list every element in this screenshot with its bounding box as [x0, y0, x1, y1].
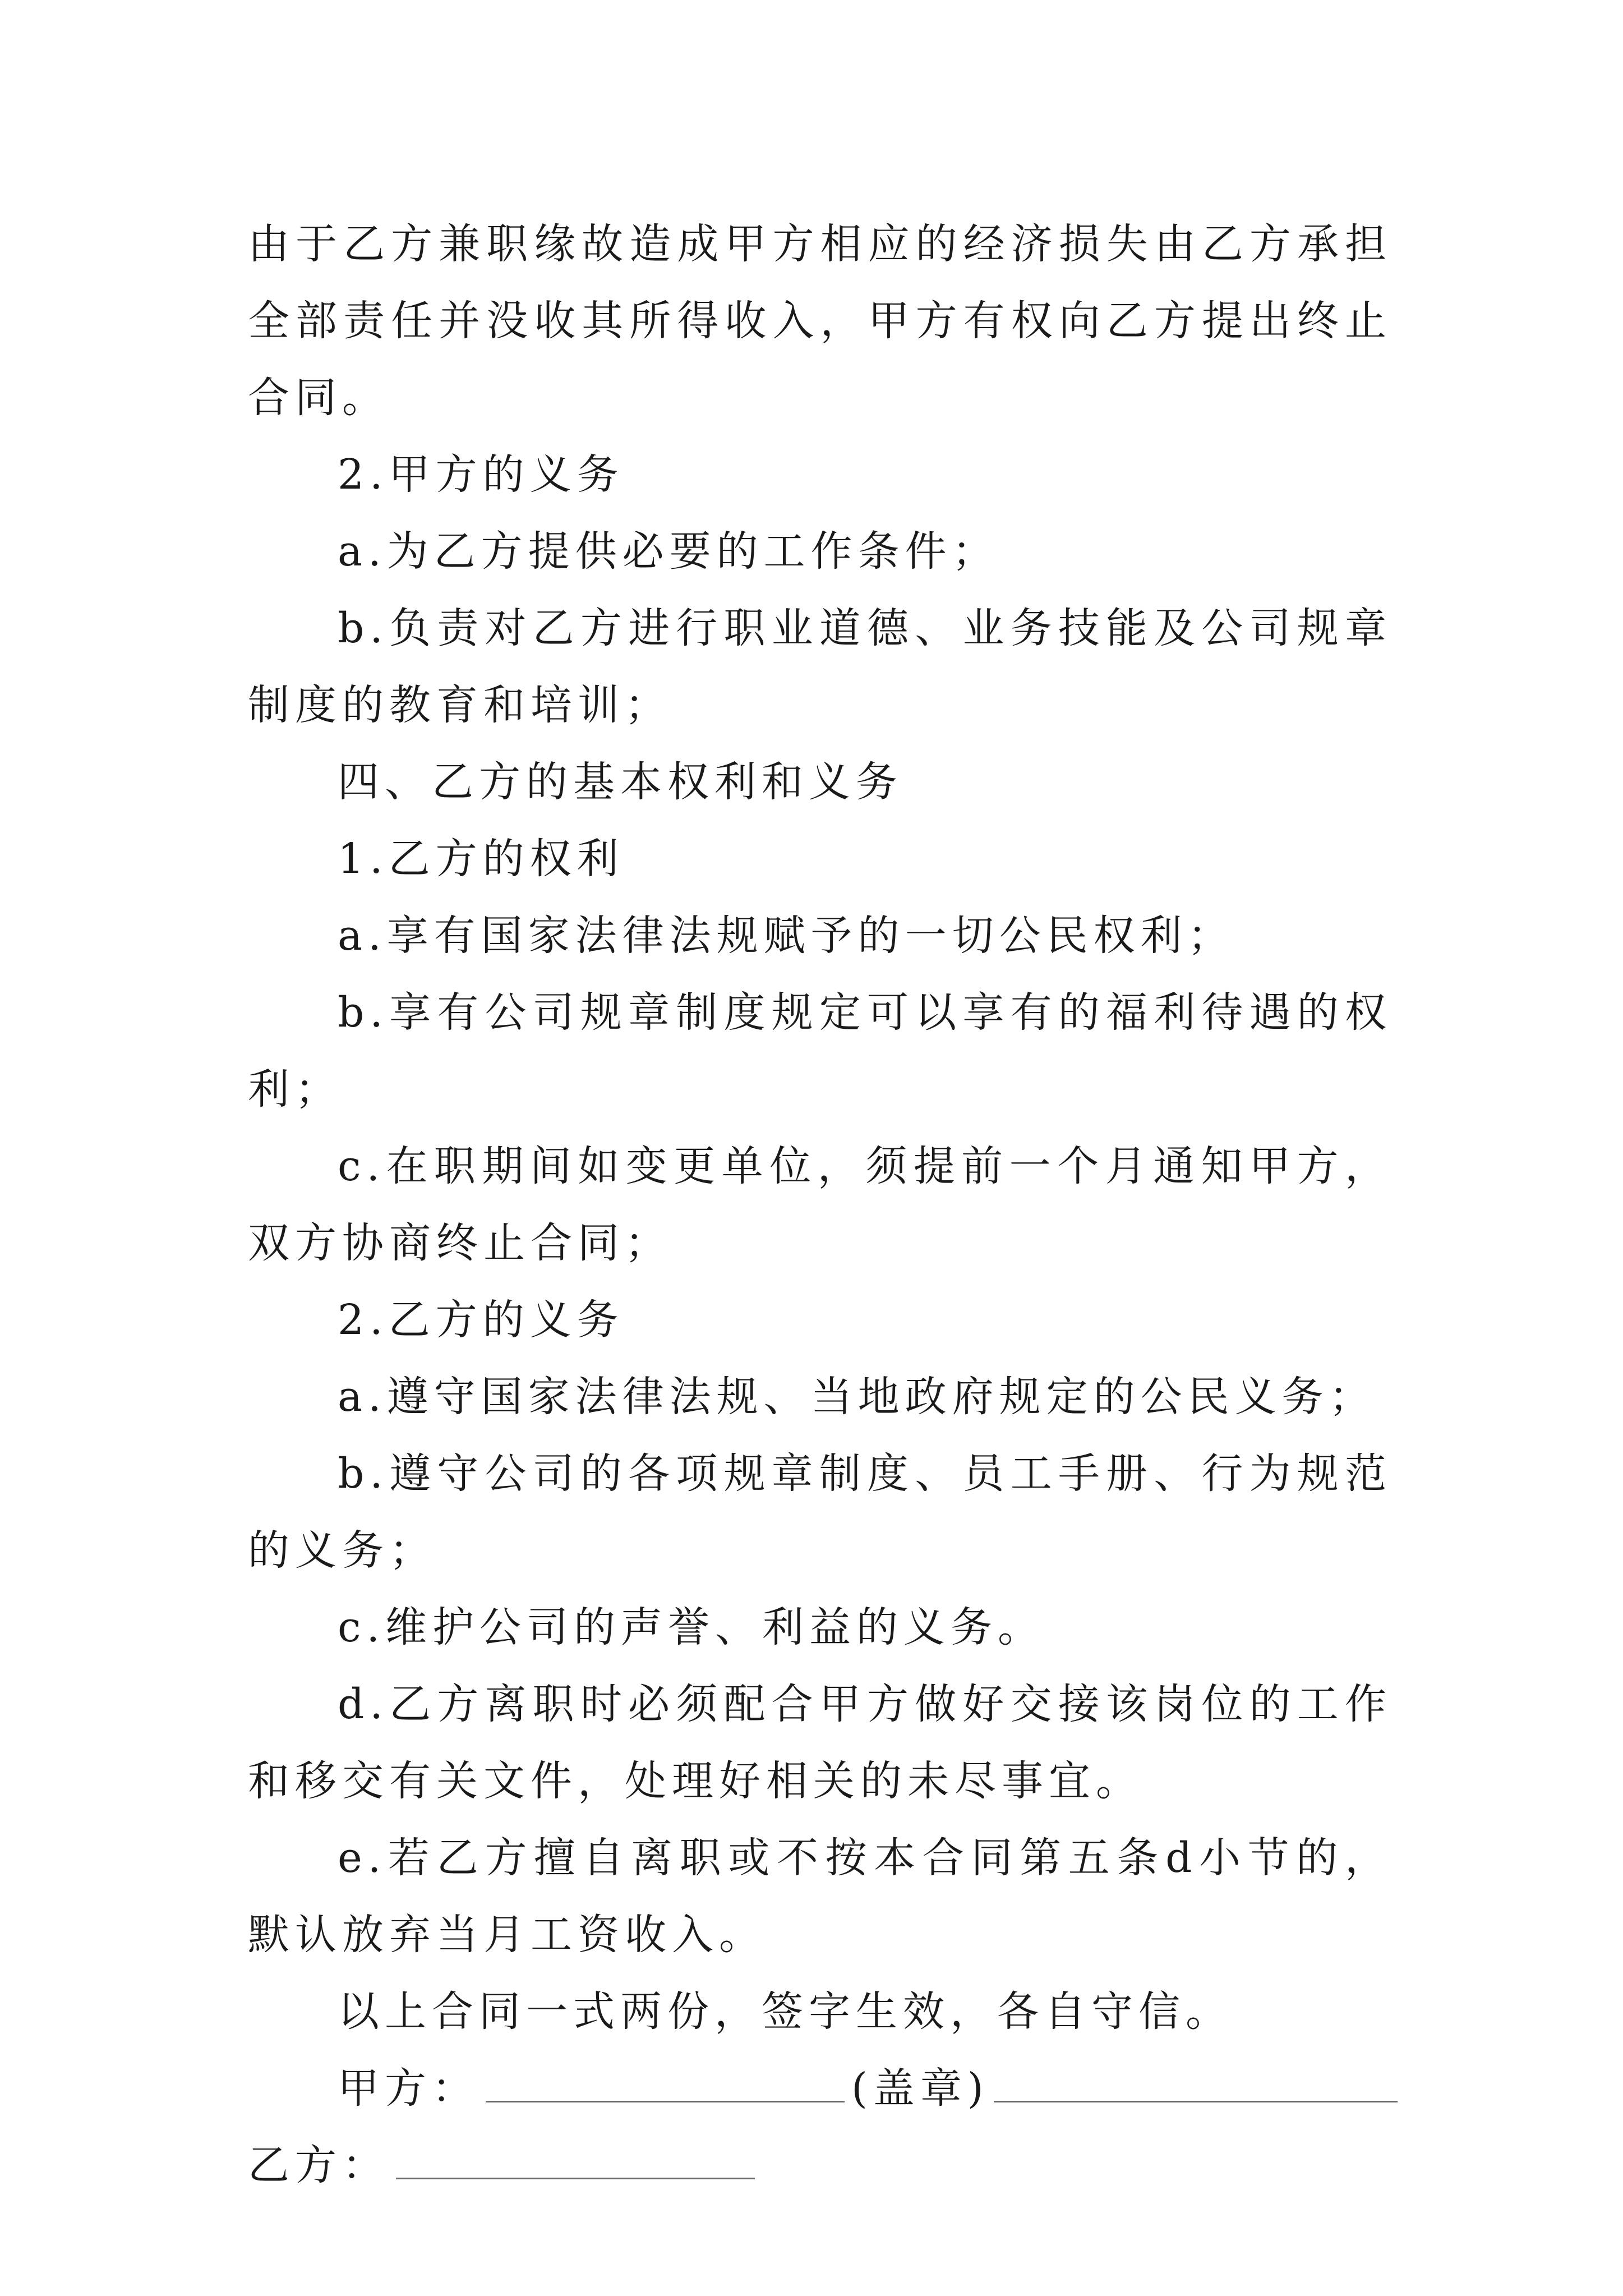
party-b-signature-line	[248, 2127, 1392, 2204]
clause-a-work-conditions: a.为乙方提供必要的工作条件；	[338, 527, 999, 576]
heading-party-b-obligations: 2.乙方的义务	[338, 1296, 624, 1344]
heading-party-a-obligations: 2.甲方的义务	[338, 450, 624, 499]
party-b-signature-blank[interactable]	[396, 2136, 755, 2179]
clause-c-notice: c.在职期间如变更单位，须提前一个月通知甲方，双方协商终止合同；	[248, 1142, 1392, 1267]
seal-label: (盖章)	[851, 2064, 989, 2113]
seal-blank[interactable]	[994, 2059, 1398, 2102]
clause-b-company-rules: b.遵守公司的各项规章制度、员工手册、行为规范的义务；	[248, 1450, 1392, 1575]
clause-c-reputation: c.维护公司的声誉、利益的义务。	[338, 1603, 1045, 1651]
document-body	[248, 206, 1392, 2204]
section-heading-party-b-rights-obligations: 四、乙方的基本权利和义务	[338, 758, 903, 806]
party-b-label: 乙方：	[248, 2141, 389, 2189]
clause-b-training: b.负责对乙方进行职业道德、业务技能及公司规章制度的教育和培训；	[248, 604, 1392, 729]
clause-e-resignation: e.若乙方擅自离职或不按本合同第五条d小节的，默认放弃当月工资收入。	[248, 1834, 1392, 1959]
party-a-label: 甲方：	[338, 2064, 479, 2113]
party-a-signature-blank[interactable]	[486, 2059, 845, 2102]
party-a-signature-line	[248, 2050, 1392, 2127]
clause-b-benefits: b.享有公司规章制度规定可以享有的福利待遇的权利；	[248, 988, 1392, 1114]
clause-a-laws: a.遵守国家法律法规、当地政府规定的公民义务；	[338, 1373, 1376, 1421]
heading-party-b-rights: 1.乙方的权利	[338, 835, 624, 883]
paragraph-part-time-liability: 由于乙方兼职缘故造成甲方相应的经济损失由乙方承担全部责任并没收其所得收入，甲方有权向乙方提出终止合同。	[248, 220, 1392, 422]
clause-d-handover: d.乙方离职时必须配合甲方做好交接该岗位的工作和移交有关文件，处理好相关的未尽事宜。	[248, 1680, 1392, 1805]
closing-statement: 以上合同一式两份，签字生效，各自守信。	[338, 1987, 1233, 2036]
clause-a-citizen-rights: a.享有国家法律法规赋予的一切公民权利；	[338, 912, 1235, 960]
